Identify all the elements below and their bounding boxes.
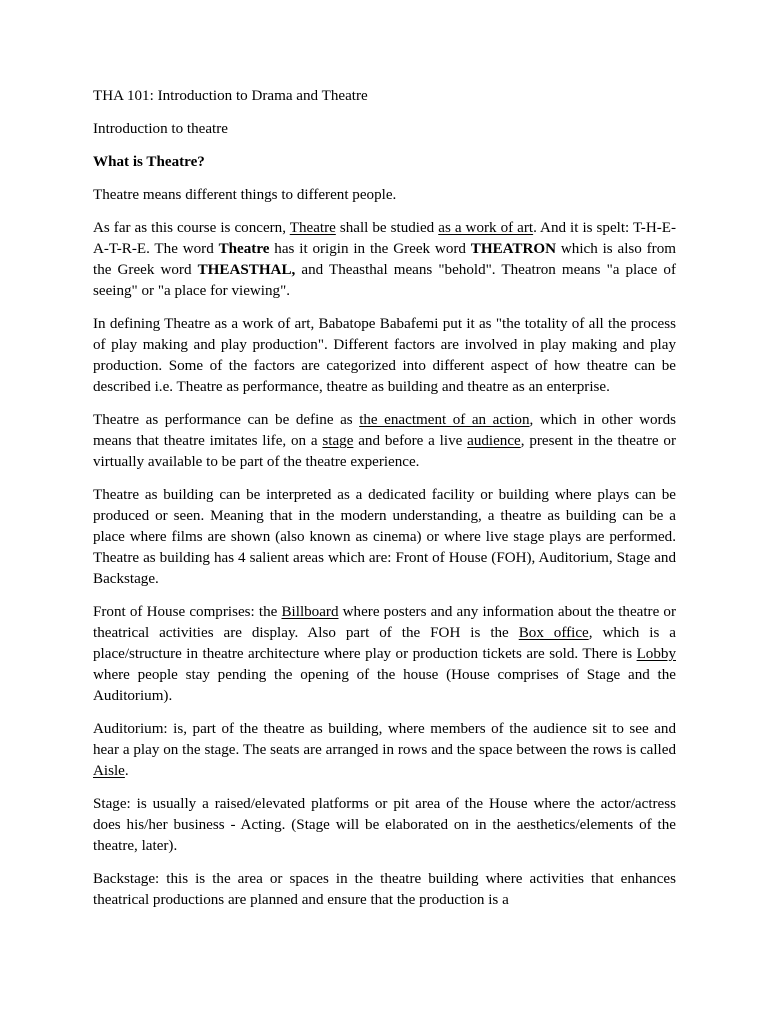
underlined-term: audience — [467, 433, 521, 449]
text-span: and before a live — [353, 433, 468, 449]
underlined-term: the enactment of an action — [359, 412, 530, 428]
paragraph-4 — [93, 410, 676, 473]
bold-term: THEATRON — [470, 241, 557, 257]
paragraph-3: In defining Theatre as a work of art, Babatope Babafemi put it as "the totality of all the process of play making and play production". Different factors are involved in play making and play production. Some of the factors are categorized into different aspect of how theatre can be described i.e. Theatre as performance, theatre as building and theatre as an enterprise. — [93, 316, 676, 395]
text-span: where posters and any information about the theatre or theatrical activities are display. Also part of the FOH is the — [93, 604, 677, 641]
text-span: Front of House comprises: the — [93, 604, 282, 620]
paragraph-6 — [93, 602, 676, 707]
course-title: THA 101: Introduction to Drama and Theatre — [93, 88, 368, 104]
text-span: has it origin in the Greek word — [269, 241, 471, 257]
text-span: , which in other words means that theatre imitates life, on a — [93, 412, 676, 449]
underlined-term: Aisle — [93, 763, 125, 779]
text-span: Auditorium: is, part of the theatre as building, where members of the audience sit to see and hear a play on the stage. The seats are arranged in rows and the space between the rows is called — [93, 721, 676, 758]
text-span: , which is a place/structure in theatre architecture where play or production tickets are sold. There is — [93, 625, 676, 662]
text-span: and Theasthal means "behold". Theatron means "a place of seeing" or "a place for viewing". — [93, 262, 676, 299]
text-span: shall be studied — [335, 220, 439, 236]
text-span: . — [124, 763, 129, 779]
section-title: Introduction to theatre — [93, 121, 228, 137]
bold-term: Theatre — [218, 241, 270, 257]
heading-what-is-theatre: What is Theatre? — [93, 154, 205, 170]
underlined-term: Billboard — [281, 604, 339, 620]
text-span: As far as this course is concern, — [93, 220, 290, 236]
text-span: Theatre as performance can be define as — [93, 412, 360, 428]
text-span: which is also from the Greek word — [93, 241, 676, 278]
underlined-term: Theatre — [289, 220, 336, 236]
underlined-term: Lobby — [636, 646, 676, 662]
paragraph-9: Backstage: this is the area or spaces in the theatre building where activities that enhances theatrical productions are planned and ensure that the production is a — [93, 871, 676, 908]
text-span: . And it is spelt: T-H-E-A-T-R-E. The word — [93, 220, 677, 257]
bold-term: THEASTHAL, — [197, 262, 296, 278]
underlined-term: as a work of art — [438, 220, 534, 236]
paragraph-2 — [93, 218, 676, 302]
underlined-term: stage — [322, 433, 354, 449]
text-span: , present in the theatre or virtually available to be part of the theatre experience. — [93, 433, 676, 470]
paragraph-5: Theatre as building can be interpreted as a dedicated facility or building where plays can be produced or seen. Meaning that in the modern understanding, a theatre as building can be a place where films are shown (also known as cinema) or where live stage plays are performed. Theatre as building has 4 salient areas which are: Front of House (FOH), Auditorium, Stage and Backstage. — [93, 487, 676, 587]
text-span: where people stay pending the opening of the house (House comprises of Stage and the Auditorium). — [93, 667, 676, 704]
paragraph-1: Theatre means different things to different people. — [93, 187, 397, 203]
underlined-term: Box office — [518, 625, 589, 641]
paragraph-8: Stage: is usually a raised/elevated platforms or pit area of the House where the actor/actress does his/her business - Acting. (Stage will be elaborated on in the aesthetics/elements of the theatre, later). — [93, 796, 676, 854]
document-page — [93, 86, 676, 923]
paragraph-7 — [93, 719, 676, 782]
